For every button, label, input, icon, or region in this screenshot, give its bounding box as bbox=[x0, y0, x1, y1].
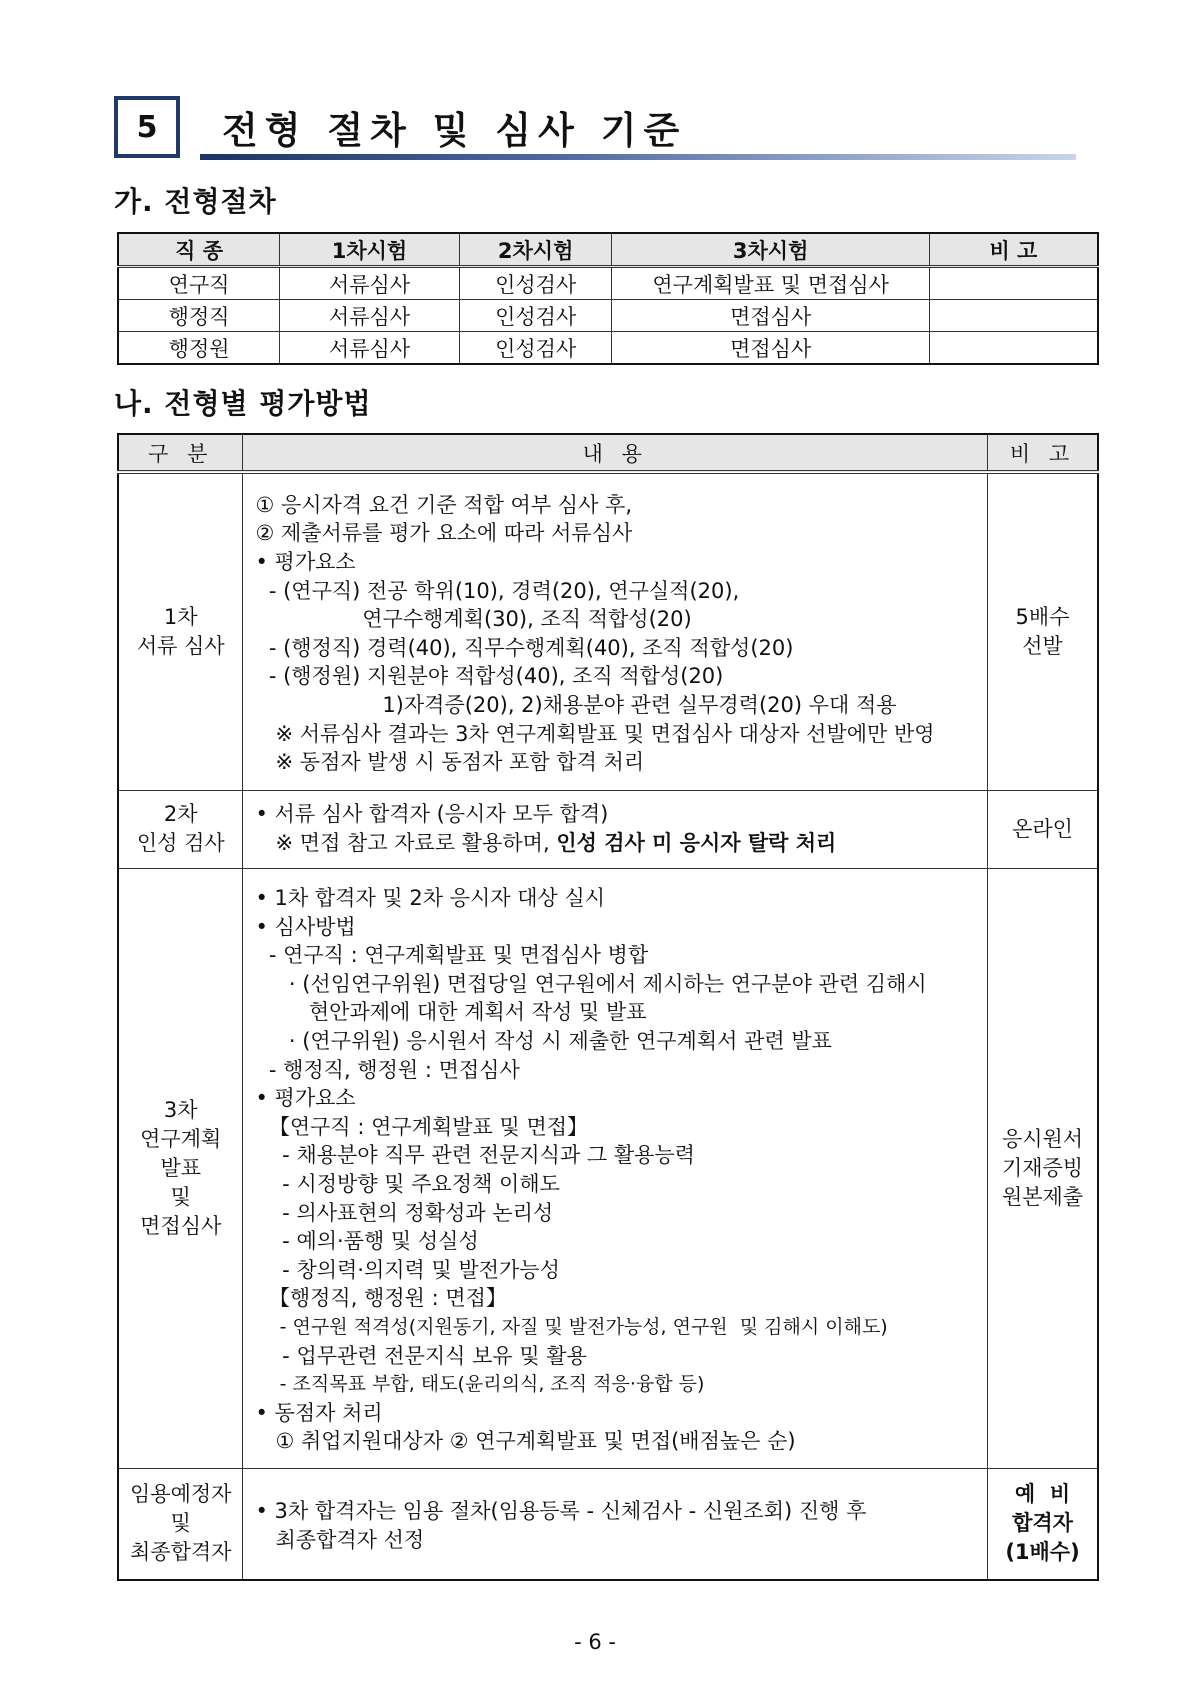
content-line: - 의사표현의 정확성과 논리성 bbox=[255, 1200, 554, 1225]
content-line: · (선임연구위원) 면접당일 연구원에서 제시하는 연구분야 관련 김해시 bbox=[255, 971, 927, 996]
stage-label-line: 발표 bbox=[160, 1155, 202, 1180]
stage-label-line: 3차 bbox=[163, 1097, 198, 1122]
content-line: - 시정방향 및 주요정책 이해도 bbox=[255, 1172, 560, 1196]
table-cell bbox=[929, 300, 1098, 332]
table-row bbox=[118, 300, 1098, 332]
content-line: 최종합격자 선정 bbox=[255, 1527, 425, 1552]
content-line: 1)자격증(20), 2)채용분야 관련 실무경력(20) 우대 적용 bbox=[255, 692, 897, 717]
emphasis-text: 인성 검사 미 응시자 탈락 처리 bbox=[556, 831, 837, 855]
note-line: 예 비 bbox=[1014, 1482, 1071, 1507]
table-cell: 인성검사 bbox=[459, 300, 612, 332]
stage-note bbox=[988, 472, 1098, 790]
table-row-final-selection bbox=[118, 1468, 1098, 1580]
stage-label bbox=[118, 790, 243, 868]
section-number-box: 5 bbox=[114, 96, 180, 158]
content-text: ※ 면접 참고 자료로 활용하며, bbox=[255, 831, 557, 855]
stage-note bbox=[988, 868, 1098, 1468]
table-row-interview bbox=[118, 868, 1098, 1468]
table-row-document-screening bbox=[118, 472, 1098, 790]
content-line: • 심사방법 bbox=[255, 914, 356, 939]
content-line: • 동점자 처리 bbox=[255, 1400, 383, 1425]
stage-label-line: 인성 검사 bbox=[136, 831, 225, 855]
table-row bbox=[118, 332, 1098, 365]
stage-content bbox=[243, 790, 988, 868]
content-line: - 창의력·의지력 및 발전가능성 bbox=[255, 1257, 560, 1282]
content-line: • 평가요소 bbox=[255, 549, 356, 574]
table-row bbox=[118, 267, 1098, 300]
table-cell: 행정원 bbox=[118, 332, 280, 365]
note-line: 응시원서 bbox=[1001, 1126, 1084, 1151]
table-cell bbox=[929, 267, 1098, 300]
table-cell: 서류심사 bbox=[280, 267, 460, 300]
stage-note bbox=[988, 1468, 1098, 1580]
header-cell: 3차시험 bbox=[612, 233, 929, 267]
table-cell bbox=[929, 332, 1098, 365]
header-cell: 2차시험 bbox=[459, 233, 612, 267]
stage-label bbox=[118, 472, 243, 790]
note-line: 기재증빙 bbox=[1001, 1155, 1084, 1180]
content-line: • 1차 합격자 및 2차 응시자 대상 실시 bbox=[255, 886, 606, 911]
stage-label-line: 면접심사 bbox=[140, 1213, 222, 1238]
content-line: • 서류 심사 합격자 (응시자 모두 합격) bbox=[255, 802, 609, 827]
content-line: - 업무관련 전문지식 보유 및 활용 bbox=[255, 1343, 587, 1368]
content-line: ② 제출서류를 평가 요소에 따라 서류심사 bbox=[255, 521, 633, 546]
table-cell: 행정직 bbox=[118, 300, 280, 332]
stage-label-line: 2차 bbox=[163, 802, 198, 826]
content-line: ※ 서류심사 결과는 3차 연구계획발표 및 면접심사 대상자 선발에만 반영 bbox=[255, 721, 935, 746]
table-cell: 인성검사 bbox=[459, 332, 612, 365]
content-line: • 평가요소 bbox=[255, 1086, 356, 1111]
content-line: - 채용분야 직무 관련 전문지식과 그 활용능력 bbox=[255, 1143, 695, 1168]
stage-label-line: 최종합격자 bbox=[130, 1540, 232, 1565]
content-line: 【연구직 : 연구계획발표 및 면접】 bbox=[255, 1114, 589, 1139]
section-title: 전형 절차 및 심사 기준 bbox=[222, 109, 687, 152]
stage-note: 온라인 bbox=[988, 790, 1098, 868]
content-line bbox=[255, 829, 977, 858]
table-cell: 연구직 bbox=[118, 267, 280, 300]
table-header-row bbox=[118, 233, 1098, 267]
stage-label-line: 및 bbox=[170, 1184, 191, 1209]
evaluation-methods-table bbox=[117, 433, 1099, 1581]
stage-content bbox=[243, 868, 988, 1468]
content-line: - 예의·품행 및 성실성 bbox=[255, 1229, 479, 1254]
stage-label-line: 연구계획 bbox=[140, 1126, 222, 1151]
content-line: - (행정원) 지원분야 적합성(40), 조직 적합성(20) bbox=[255, 664, 724, 689]
content-line: ① 취업지원대상자 ② 연구계획발표 및 면접(배점높은 순) bbox=[255, 1429, 796, 1454]
header-cell: 내 용 bbox=[243, 434, 988, 472]
header-cell: 비 고 bbox=[988, 434, 1098, 472]
content-line: ① 응시자격 요건 기준 적합 여부 심사 후, bbox=[255, 492, 633, 517]
table-row-personality-test bbox=[118, 790, 1098, 868]
header-cell: 구 분 bbox=[118, 434, 243, 472]
table-cell: 서류심사 bbox=[280, 300, 460, 332]
stage-content bbox=[243, 1468, 988, 1580]
note-line: 합격자 bbox=[1012, 1511, 1073, 1536]
content-line: - (행정직) 경력(40), 직무수행계획(40), 조직 적합성(20) bbox=[255, 635, 794, 660]
content-line: 【행정직, 행정원 : 면접】 bbox=[255, 1286, 507, 1311]
content-line: • 3차 합격자는 임용 절차(임용등록 - 신체검사 - 신원조회) 진행 후 bbox=[255, 1499, 867, 1524]
page-number: - 6 - bbox=[574, 1630, 616, 1654]
content-line: ※ 동점자 발생 시 동점자 포함 합격 처리 bbox=[255, 750, 645, 775]
header-cell: 1차시험 bbox=[280, 233, 460, 267]
table-cell: 연구계획발표 및 면접심사 bbox=[612, 267, 929, 300]
content-line: · (연구위원) 응시원서 작성 시 제출한 연구계획서 관련 발표 bbox=[255, 1029, 832, 1054]
stage-label-line: 및 bbox=[170, 1511, 191, 1536]
table-header-row bbox=[118, 434, 1098, 472]
content-line: 현안과제에 대한 계획서 작성 및 발표 bbox=[255, 1000, 647, 1025]
content-line: - (연구직) 전공 학위(10), 경력(20), 연구실적(20), bbox=[255, 578, 740, 603]
section-header bbox=[114, 96, 1076, 164]
stage-label-line: 서류 심사 bbox=[136, 633, 225, 658]
content-line: - 행정직, 행정원 : 면접심사 bbox=[255, 1057, 520, 1082]
stage-label bbox=[118, 868, 243, 1468]
stage-label-line: 임용예정자 bbox=[130, 1482, 232, 1507]
note-line: 선발 bbox=[1022, 633, 1063, 658]
subheading-selection-procedure: 가. 전형절차 bbox=[114, 185, 277, 218]
note-line: 5배수 bbox=[1015, 604, 1070, 629]
content-line: - 연구직 : 연구계획발표 및 면접심사 병합 bbox=[255, 943, 649, 968]
subheading-evaluation-methods: 나. 전형별 평가방법 bbox=[114, 387, 372, 420]
table-cell: 면접심사 bbox=[612, 300, 929, 332]
content-line: - 조직목표 부합, 태도(윤리의식, 조직 적응·융합 등) bbox=[255, 1373, 705, 1396]
stage-label bbox=[118, 1468, 243, 1580]
table-cell: 인성검사 bbox=[459, 267, 612, 300]
note-line: 원본제출 bbox=[1001, 1184, 1084, 1209]
section-title-underline bbox=[200, 154, 1076, 160]
stage-label-line: 1차 bbox=[163, 604, 198, 629]
stage-content bbox=[243, 472, 988, 790]
header-cell: 직 종 bbox=[118, 233, 280, 267]
header-cell: 비 고 bbox=[929, 233, 1098, 267]
note-line: (1배수) bbox=[1005, 1540, 1080, 1565]
content-line: - 연구원 적격성(지원동기, 자질 및 발전가능성, 연구원 및 김해시 이해도) bbox=[255, 1315, 888, 1338]
table-cell: 면접심사 bbox=[612, 332, 929, 365]
selection-procedure-table bbox=[117, 232, 1099, 365]
table-cell: 서류심사 bbox=[280, 332, 460, 365]
content-line: 연구수행계획(30), 조직 적합성(20) bbox=[255, 607, 692, 632]
